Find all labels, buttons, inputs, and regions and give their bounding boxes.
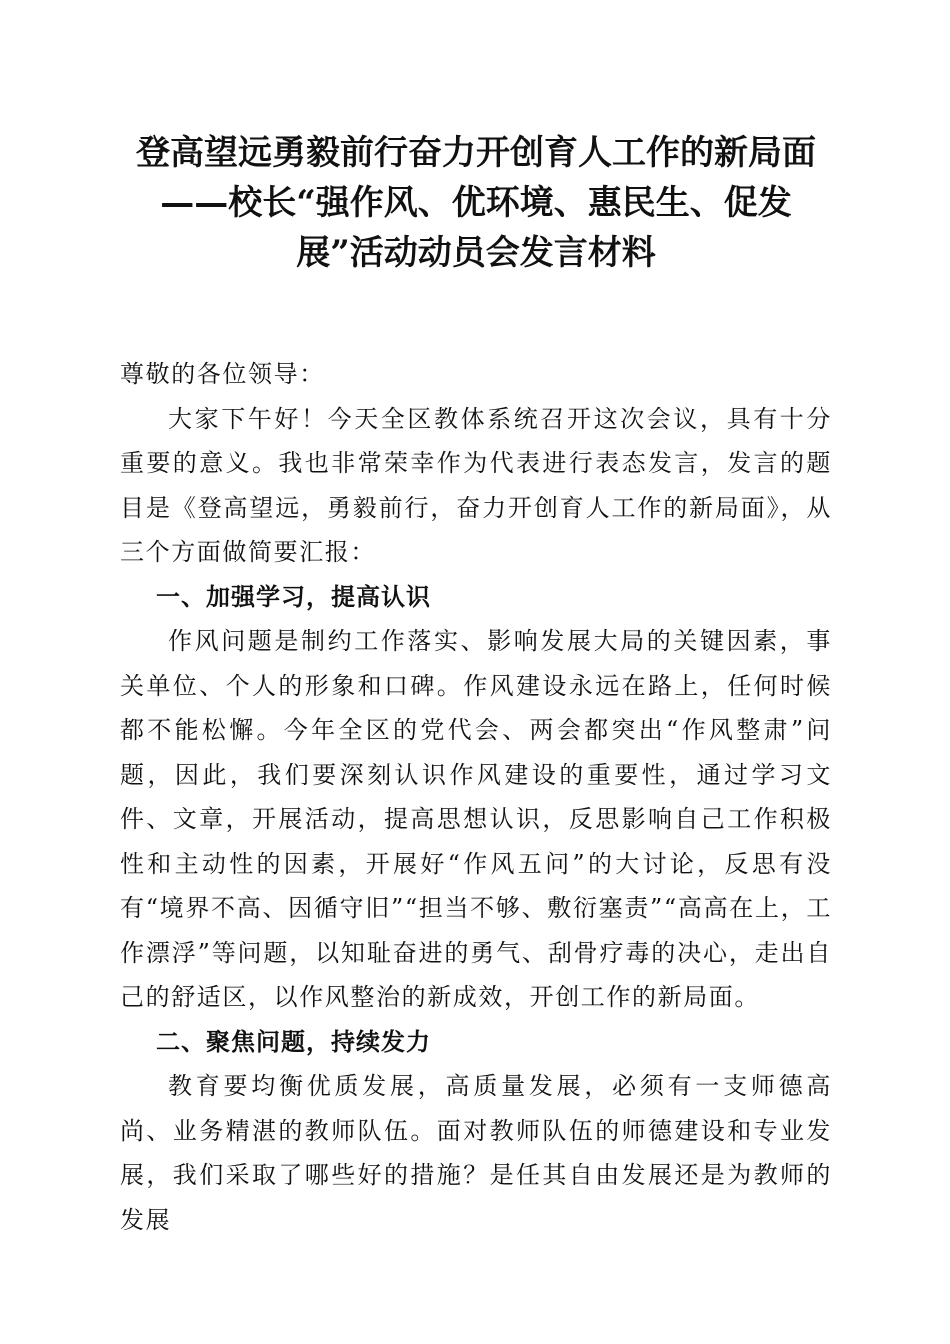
title-line-3: 展”活动动员会发言材料 (296, 233, 656, 273)
intro-paragraph: 大家下午好！今天全区教体系统召开这次会议，具有十分重要的意义。我也非常荣幸作为代表进行表态发言，发言的题目是《登高望远，勇毅前行，奋力开创育人工作的新局面》，从三个方面做简要汇报： (120, 404, 832, 566)
document-page (120, 128, 832, 1242)
section-1-heading: 一、加强学习，提高认识 (156, 582, 431, 611)
title-line-2: ——校长“强作风、优环境、惠民生、促发 (160, 183, 792, 223)
title-line-1: 登高望远勇毅前行奋力开创育人工作的新局面 (136, 133, 816, 173)
section-1-paragraph: 作风问题是制约工作落实、影响发展大局的关键因素，事关单位、个人的形象和口碑。作风建设永远在路上，任何时候都不能松懈。今年全区的党代会、两会都突出“作风整肃”问题，因此，我们要深刻认识作风建设的重要性，通过学习文件、文章，开展活动，提高思想认识，反思影响自己工作积极性和主动性的因素，开展好“作风五问”的大讨论，反思有没有“境界不高、因循守旧”“担当不够、敷衍塞责”“高高在上，工作漂浮”等问题，以知耻奋进的勇气、刮骨疗毒的决心，走出自己的舒适区，以作风整治的新成效，开创工作的新局面。 (120, 627, 832, 1011)
document-body (120, 352, 832, 1242)
salutation: 尊敬的各位领导： (120, 360, 325, 388)
section-2-paragraph: 教育要均衡优质发展，高质量发展，必须有一支师德高尚、业务精湛的教师队伍。面对教师队伍的师德建设和专业发展，我们采取了哪些好的措施？是任其自由发展还是为教师的发展 (120, 1072, 832, 1234)
document-title (120, 128, 832, 278)
section-2-heading: 二、聚焦问题，持续发力 (156, 1027, 431, 1056)
